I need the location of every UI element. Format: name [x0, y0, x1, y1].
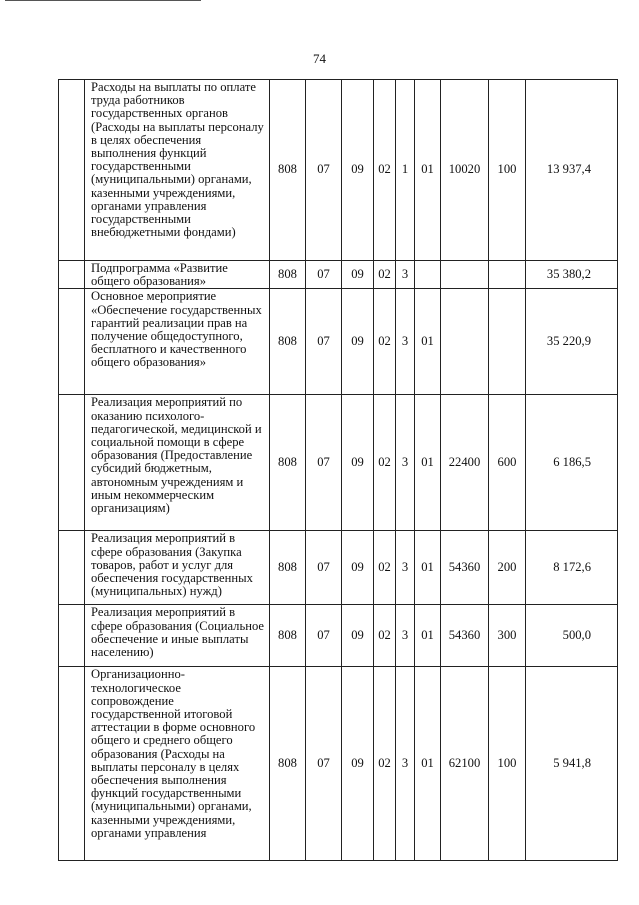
expense-type-cell: 200: [489, 531, 526, 605]
subsection-cell: 09: [342, 667, 374, 861]
name-cell: Реализация мероприятий в сфере образования (Социальное обеспечение и иные выплаты населению): [85, 605, 270, 667]
expense-type-cell: 100: [489, 667, 526, 861]
direction-cell: 54360: [441, 531, 489, 605]
subsection-cell: 09: [342, 80, 374, 261]
table-row: [59, 667, 618, 861]
activity-cell: 01: [415, 395, 441, 531]
activity-cell: 01: [415, 289, 441, 395]
direction-cell: [441, 261, 489, 289]
number-cell: [59, 395, 85, 531]
amount-cell: 500,0: [526, 605, 618, 667]
direction-cell: 10020: [441, 80, 489, 261]
program-cell: 02: [374, 605, 396, 667]
activity-cell: 01: [415, 605, 441, 667]
number-cell: [59, 667, 85, 861]
table-row: [59, 80, 618, 261]
subprogram-cell: 3: [396, 261, 415, 289]
table-row: [59, 289, 618, 395]
ministry-cell: 808: [270, 80, 306, 261]
table-row: [59, 605, 618, 667]
section-cell: 07: [306, 605, 342, 667]
amount-cell: 13 937,4: [526, 80, 618, 261]
subprogram-cell: 1: [396, 80, 415, 261]
section-cell: 07: [306, 289, 342, 395]
program-cell: 02: [374, 80, 396, 261]
subsection-cell: 09: [342, 261, 374, 289]
ministry-cell: 808: [270, 667, 306, 861]
ministry-cell: 808: [270, 289, 306, 395]
program-cell: 02: [374, 261, 396, 289]
direction-cell: [441, 289, 489, 395]
expense-type-cell: 600: [489, 395, 526, 531]
name-cell: Основное мероприятие «Обеспечение государственных гарантий реализации прав на получение общедоступного, бесплатного и качественного общего образования»: [85, 289, 270, 395]
expense-type-cell: 300: [489, 605, 526, 667]
subsection-cell: 09: [342, 605, 374, 667]
subprogram-cell: 3: [396, 289, 415, 395]
table-row: [59, 261, 618, 289]
table-row: [59, 531, 618, 605]
number-cell: [59, 80, 85, 261]
page-number: 74: [313, 51, 326, 66]
expense-type-cell: [489, 289, 526, 395]
subprogram-cell: 3: [396, 667, 415, 861]
ministry-cell: 808: [270, 261, 306, 289]
number-cell: [59, 605, 85, 667]
subsection-cell: 09: [342, 289, 374, 395]
section-cell: 07: [306, 395, 342, 531]
table-row: [59, 395, 618, 531]
subsection-cell: 09: [342, 395, 374, 531]
number-cell: [59, 261, 85, 289]
program-cell: 02: [374, 289, 396, 395]
section-cell: 07: [306, 261, 342, 289]
top-rule: [5, 0, 201, 1]
ministry-cell: 808: [270, 605, 306, 667]
activity-cell: 01: [415, 80, 441, 261]
amount-cell: 5 941,8: [526, 667, 618, 861]
expense-type-cell: [489, 261, 526, 289]
ministry-cell: 808: [270, 395, 306, 531]
amount-cell: 35 380,2: [526, 261, 618, 289]
amount-cell: 6 186,5: [526, 395, 618, 531]
direction-cell: 22400: [441, 395, 489, 531]
name-cell: Организационно-технологическое сопровождение государственной итоговой аттестации в форме основного общего и среднего общего образования (Расходы на выплаты персоналу в целях обеспечения выполнения функций государственными (муниципальными) органами, казенными учреждениями, органами управления: [85, 667, 270, 861]
direction-cell: 54360: [441, 605, 489, 667]
section-cell: 07: [306, 80, 342, 261]
name-cell: Расходы на выплаты по оплате труда работников государственных органов (Расходы на выплаты персоналу в целях обеспечения выполнения функций государственными (муниципальными) органами, казенными учреждениями, органами управления государственными внебюджетными фондами): [85, 80, 270, 261]
budget-table: [58, 79, 618, 861]
name-cell: Реализация мероприятий в сфере образования (Закупка товаров, работ и услуг для обеспечения государственных (муниципальных) нужд): [85, 531, 270, 605]
section-cell: 07: [306, 667, 342, 861]
direction-cell: 62100: [441, 667, 489, 861]
activity-cell: 01: [415, 667, 441, 861]
program-cell: 02: [374, 667, 396, 861]
expense-type-cell: 100: [489, 80, 526, 261]
subprogram-cell: 3: [396, 395, 415, 531]
name-cell: Реализация мероприятий по оказанию психолого-педагогической, медицинской и социальной помощи в сфере образования (Предоставление субсидий бюджетным, автономным учреждениям и иным некоммерческим организациям): [85, 395, 270, 531]
amount-cell: 35 220,9: [526, 289, 618, 395]
subprogram-cell: 3: [396, 605, 415, 667]
activity-cell: 01: [415, 531, 441, 605]
section-cell: 07: [306, 531, 342, 605]
subsection-cell: 09: [342, 531, 374, 605]
number-cell: [59, 531, 85, 605]
subprogram-cell: 3: [396, 531, 415, 605]
amount-cell: 8 172,6: [526, 531, 618, 605]
activity-cell: [415, 261, 441, 289]
program-cell: 02: [374, 531, 396, 605]
program-cell: 02: [374, 395, 396, 531]
number-cell: [59, 289, 85, 395]
ministry-cell: 808: [270, 531, 306, 605]
name-cell: Подпрограмма «Развитие общего образования»: [85, 261, 270, 289]
